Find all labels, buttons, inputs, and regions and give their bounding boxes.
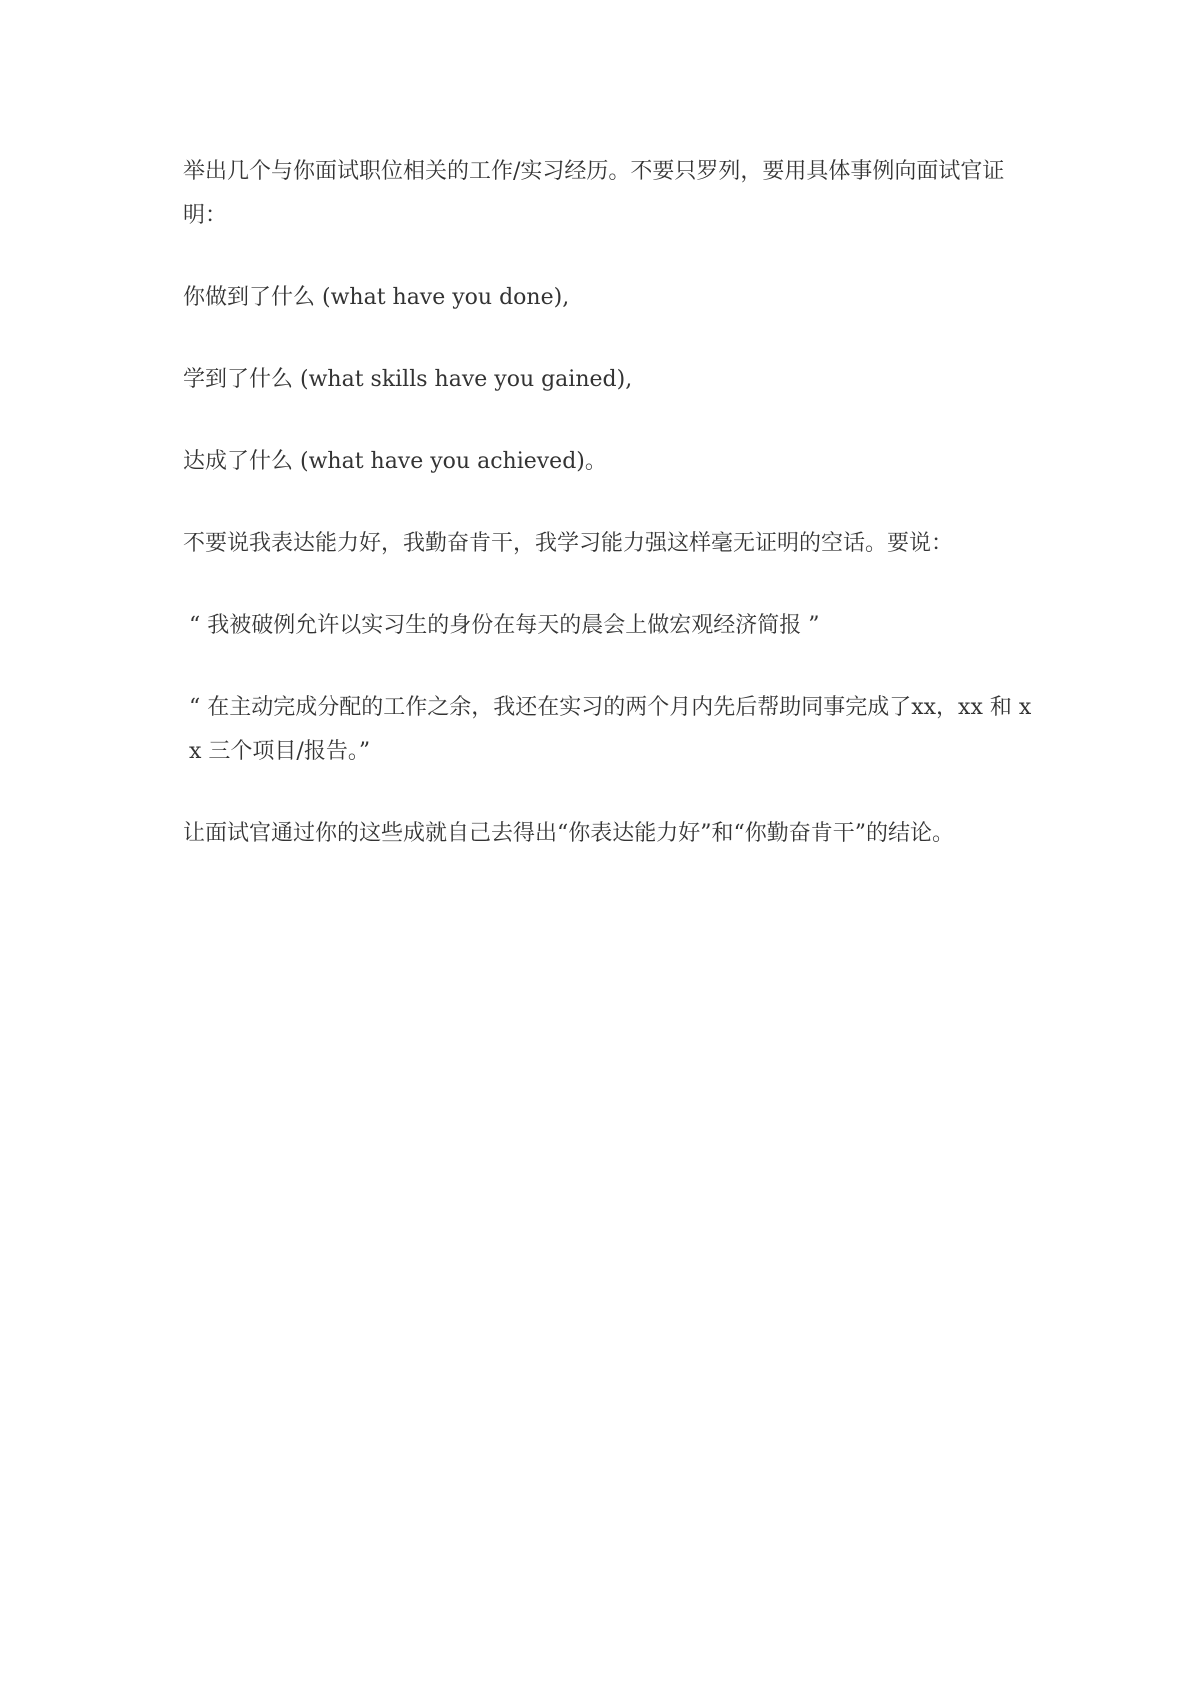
avoid-empty-claims-paragraph: 不要说我表达能力好，我勤奋肯干，我学习能力强这样毫无证明的空话。要说： — [183, 531, 954, 556]
what-done-line: 你做到了什么 (what have you done), — [183, 285, 570, 310]
example-quote-briefing: “ 我被破例允许以实习生的身份在每天的晨会上做宏观经济简报 ” — [189, 613, 820, 638]
conclusion-paragraph: 让面试官通过你的这些成就自己去得出“你表达能力好”和“你勤奋肯干”的结论。 — [183, 821, 954, 846]
document-body — [183, 150, 1033, 894]
example-quote-projects: “ 在主动完成分配的工作之余，我还在实习的两个月内先后帮助同事完成了xx，xx 和 xx 三个项目/报告。” — [189, 695, 1032, 764]
achieved-line: 达成了什么 (what have you achieved)。 — [183, 449, 607, 474]
skills-gained-line: 学到了什么 (what skills have you gained), — [183, 367, 633, 392]
intro-paragraph: 举出几个与你面试职位相关的工作/实习经历。不要只罗列，要用具体事例向面试官证明： — [183, 159, 1005, 228]
